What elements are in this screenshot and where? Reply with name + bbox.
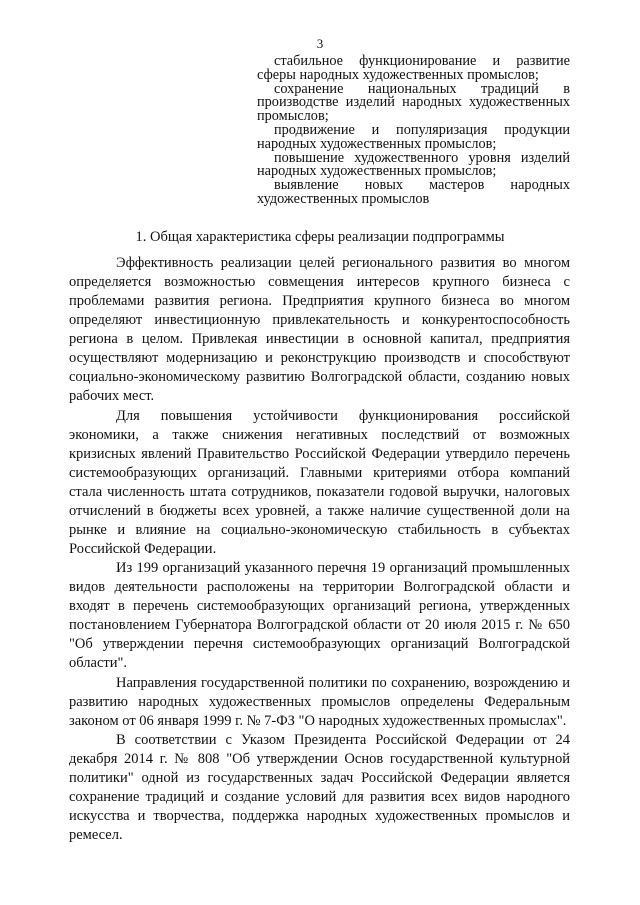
body-paragraph: Из 199 организаций указанного перечня 19 организаций промышленных видов деятельности расположены на территории Волгоградской области и входят в перечень системообразующих организаций региона, утвержденных постановлением Губернатора Волгоградской области от 20 июля 2015 г. № 650 "Об утверждении перечня системообразующих организаций Волгоградской области". [69,560,570,671]
body-paragraph: Для повышения устойчивости функционирования российской экономики, а также снижения негативных последствий от возможных кризисных явлений Правительство Российской Федерации утвердило перечень системообразующих организаций. Главными критериями отбора компаний стала численность штата сотрудников, показатели годовой выручки, налоговых отчислений в бюджеты всех уровней, а также наличие существенной доли на рынке и влияние на социально-экономическую стабильность в субъектах Российской Федерации. [69,407,570,557]
subprogram-goals-list [257,55,570,207]
body-paragraph: Направления государственной политики по сохранению, возрождению и развитию народных художественных промыслов определены Федеральным законом от 06 января 1999 г. № 7-ФЗ "О народных художественных промыслах". [69,674,570,729]
page-number: 3 [316,36,324,51]
section-body [69,254,570,846]
goal-item: повышение художественного уровня изделий народных художественных промыслов; [257,149,570,180]
body-paragraph: В соответствии с Указом Президента Российской Федерации от 24 декабря 2014 г. № 808 "Об утверждении Основ государственной культурной политики" одной из государственных задач Российской Федерации является сохранение традиций и создание условий для развития всех видов народного искусства и творчества, поддержка народных художественных промыслов и ремесел. [69,732,570,843]
goal-item: выявление новых мастеров народных художественных промыслов [257,177,570,207]
body-paragraph: Эффективность реализации целей регионального развития во многом определяется возможностью совмещения интересов крупного бизнеса с проблемами развития региона. Предприятия крупного бизнеса во многом определяют инвестиционную привлекательность и конкурентоспособность региона в целом. Привлекая инвестиции в основной капитал, предприятия осуществляют модернизацию и реконструкцию производств и способствуют социально-экономическому развитию Волгоградской области, созданию новых рабочих мест. [69,255,570,404]
goal-item: продвижение и популяризация продукции народных художественных промыслов; [257,121,570,152]
goal-item: сохранение национальных традиций в производстве изделий народных художественных промыслов; [257,80,570,125]
goal-item: стабильное функционирование и развитие сферы народных художественных промыслов; [257,53,570,83]
section-heading: 1. Общая характеристика сферы реализации подпрограммы [135,229,505,245]
